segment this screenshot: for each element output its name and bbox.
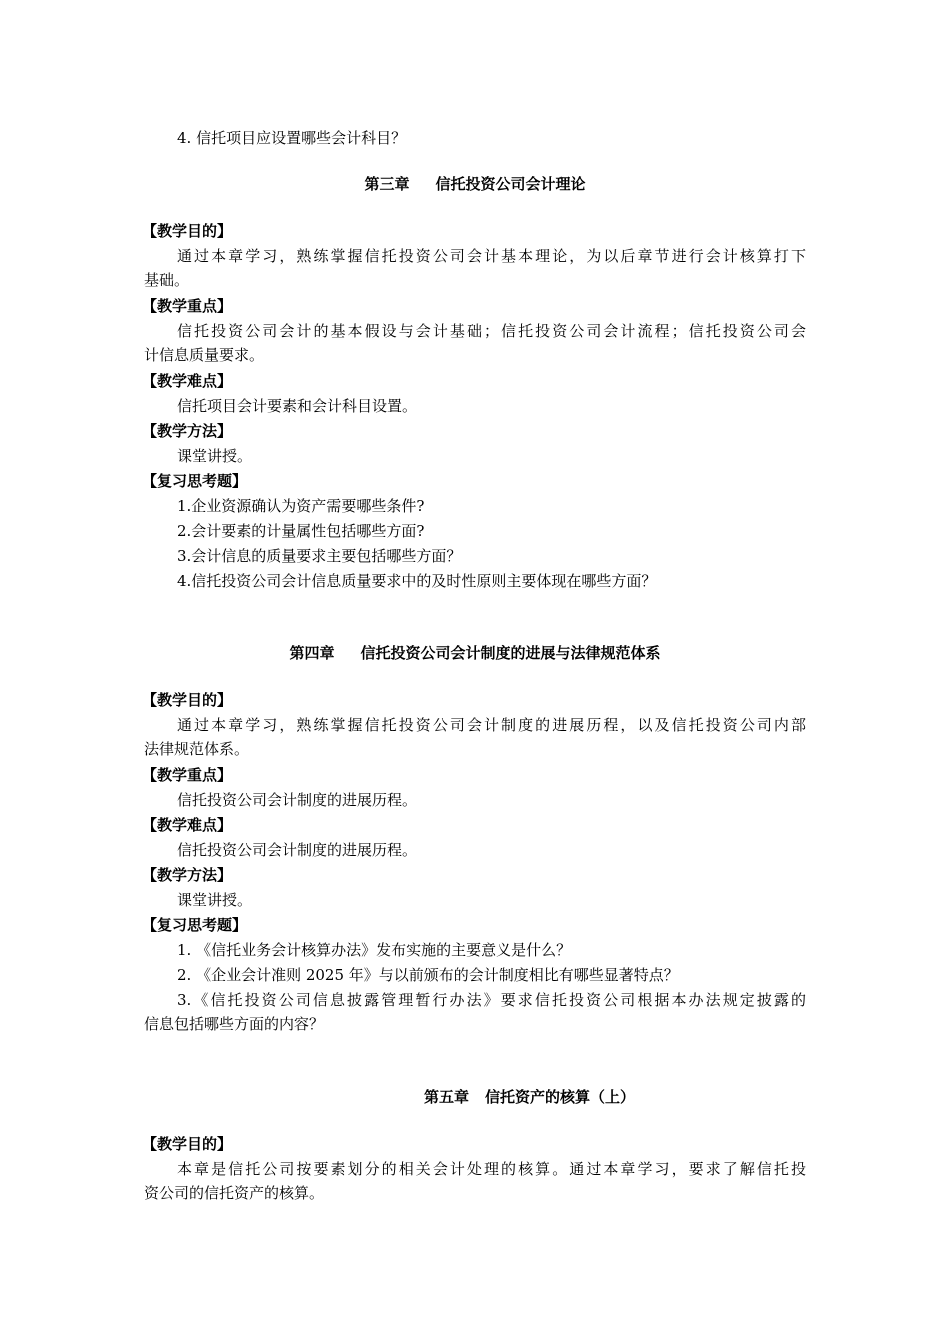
ch4-goal-line-2: 法律规范体系。 <box>144 740 250 758</box>
ch3-review-q4: 4.信托投资公司会计信息质量要求中的及时性原则主要体现在哪些方面？ <box>177 572 657 590</box>
ch3-goal-line-1: 通过本章学习，熟练掌握信托投资公司会计基本理论，为以后章节进行会计核算打下 <box>177 247 806 265</box>
chapter-3-title: 信托投资公司会计理论 <box>435 175 586 193</box>
ch3-goal-line-2: 基础。 <box>144 271 190 289</box>
ch3-review-q2: 2.会计要素的计量属性包括哪些方面? <box>177 522 425 540</box>
chapter-3-heading <box>144 173 806 195</box>
ch4-difficulty-line-1: 信托投资公司会计制度的进展历程。 <box>177 841 418 859</box>
ch3-method-line-1: 课堂讲授。 <box>177 447 253 465</box>
ch3-key-line-2: 计信息质量要求。 <box>144 346 265 364</box>
chapter-5-title: 信托资产的核算（上） <box>485 1088 636 1106</box>
ch4-goal-heading: 【教学目的】 <box>142 691 233 709</box>
chapter-4-heading <box>144 642 806 664</box>
chapter-4-title: 信托投资公司会计制度的进展与法律规范体系 <box>360 644 661 662</box>
ch3-review-q1: 1.企业资源确认为资产需要哪些条件? <box>177 497 425 515</box>
ch4-review-q1: 1. 《信托业务会计核算办法》发布实施的主要意义是什么？ <box>177 941 572 959</box>
ch5-goal-heading: 【教学目的】 <box>142 1135 233 1153</box>
ch3-review-q3: 3.会计信息的质量要求主要包括哪些方面？ <box>177 547 462 565</box>
ch4-review-heading: 【复习思考题】 <box>142 916 248 934</box>
ch4-method-line-1: 课堂讲授。 <box>177 891 253 909</box>
ch3-method-heading: 【教学方法】 <box>142 422 233 440</box>
ch3-difficulty-heading: 【教学难点】 <box>142 372 233 390</box>
chapter-5-heading <box>144 1086 806 1108</box>
ch4-goal-line-1: 通过本章学习，熟练掌握信托投资公司会计制度的进展历程，以及信托投资公司内部 <box>177 716 806 734</box>
ch3-key-heading: 【教学重点】 <box>142 297 233 315</box>
ch4-key-heading: 【教学重点】 <box>142 766 233 784</box>
chapter-5-number: 第五章 <box>424 1088 470 1106</box>
ch4-difficulty-heading: 【教学难点】 <box>142 816 233 834</box>
ch4-review-q3-line-2: 信息包括哪些方面的内容？ <box>144 1015 325 1033</box>
ch3-key-line-1: 信托投资公司会计的基本假设与会计基础；信托投资公司会计流程；信托投资公司会 <box>177 322 806 340</box>
ch4-key-line-1: 信托投资公司会计制度的进展历程。 <box>177 791 418 809</box>
ch5-goal-line-2: 资公司的信托资产的核算。 <box>144 1184 325 1202</box>
prev-question-4: 4. 信托项目应设置哪些会计科目？ <box>177 129 407 147</box>
ch3-goal-heading: 【教学目的】 <box>142 222 233 240</box>
ch3-difficulty-line-1: 信托项目会计要素和会计科目设置。 <box>177 397 418 415</box>
ch4-review-q3-line-1: 3.《信托投资公司信息披露管理暂行办法》要求信托投资公司根据本办法规定披露的 <box>177 991 806 1009</box>
chapter-3-number: 第三章 <box>364 175 410 193</box>
ch5-goal-line-1: 本章是信托公司按要素划分的相关会计处理的核算。通过本章学习，要求了解信托投 <box>177 1160 806 1178</box>
ch3-review-heading: 【复习思考题】 <box>142 472 248 490</box>
chapter-4-number: 第四章 <box>289 644 335 662</box>
ch4-method-heading: 【教学方法】 <box>142 866 233 884</box>
ch4-review-q2: 2. 《企业会计准则 2025 年》与以前颁布的会计制度相比有哪些显著特点？ <box>177 966 679 984</box>
